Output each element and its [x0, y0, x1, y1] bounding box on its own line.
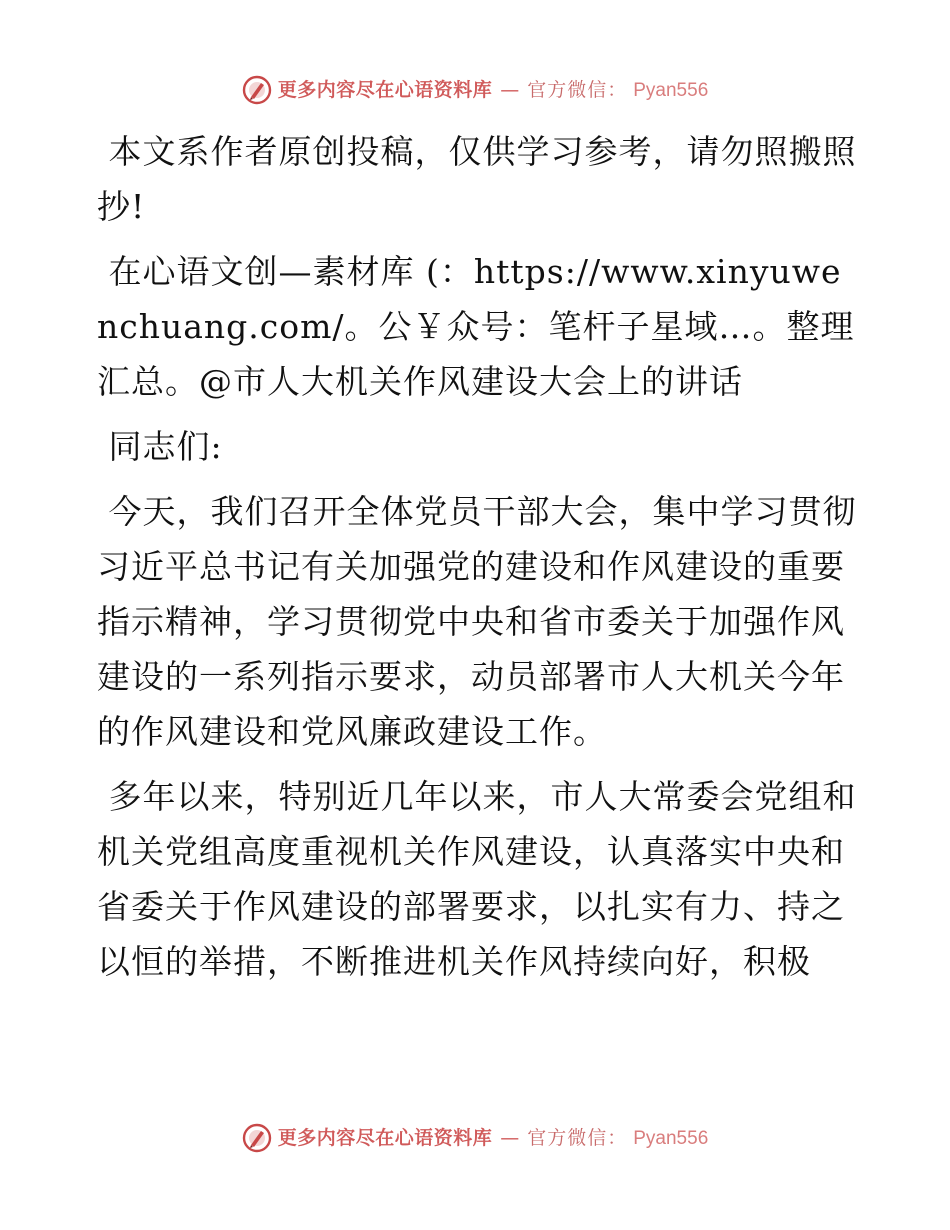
header-banner: [242, 75, 709, 105]
pen-logo-icon: [242, 1123, 272, 1153]
footer-wechat-label: 官方微信：: [527, 1126, 628, 1149]
paragraph-body-2: 多年以来，特别近几年以来，市人大常委会党组和机关党组高度重视机关作风建设，认真落实中央和省委关于作风建设的部署要求，以扎实有力、持之以恒的举措，不断推进机关作风持续向好，积极: [97, 777, 857, 981]
page-header: [0, 70, 950, 110]
paragraph-body-1: 今天，我们召开全体党员干部大会，集中学习贯彻习近平总书记有关加强党的建设和作风建设的重要指示精神，学习贯彻党中央和省市委关于加强作风建设的一系列指示要求，动员部署市人大机关今年的作风建设和党风廉政建设工作。: [97, 492, 857, 751]
header-wechat-id: Pyan556: [633, 79, 709, 101]
footer-wechat-id: Pyan556: [633, 1127, 709, 1149]
document-body: [97, 124, 857, 999]
pen-logo-icon: [242, 75, 272, 105]
paragraph-source: 在心语文创—素材库 (：https://www.xinyuwenchuang.com/。公￥众号：笔杆子星域…。整理汇总。@市人大机关作风建设大会上的讲话: [97, 252, 855, 401]
header-wechat-label: 官方微信：: [527, 78, 628, 101]
header-slogan: 更多内容尽在心语资料库: [277, 78, 493, 101]
footer-dash: —: [500, 1126, 520, 1149]
page-footer: [0, 1118, 950, 1158]
header-dash: —: [500, 78, 520, 101]
paragraph-salutation: 同志们:: [108, 427, 223, 466]
footer-banner: [242, 1123, 709, 1153]
paragraph-notice: 本文系作者原创投稿，仅供学习参考，请勿照搬照抄!: [97, 132, 857, 226]
footer-slogan: 更多内容尽在心语资料库: [277, 1126, 493, 1149]
